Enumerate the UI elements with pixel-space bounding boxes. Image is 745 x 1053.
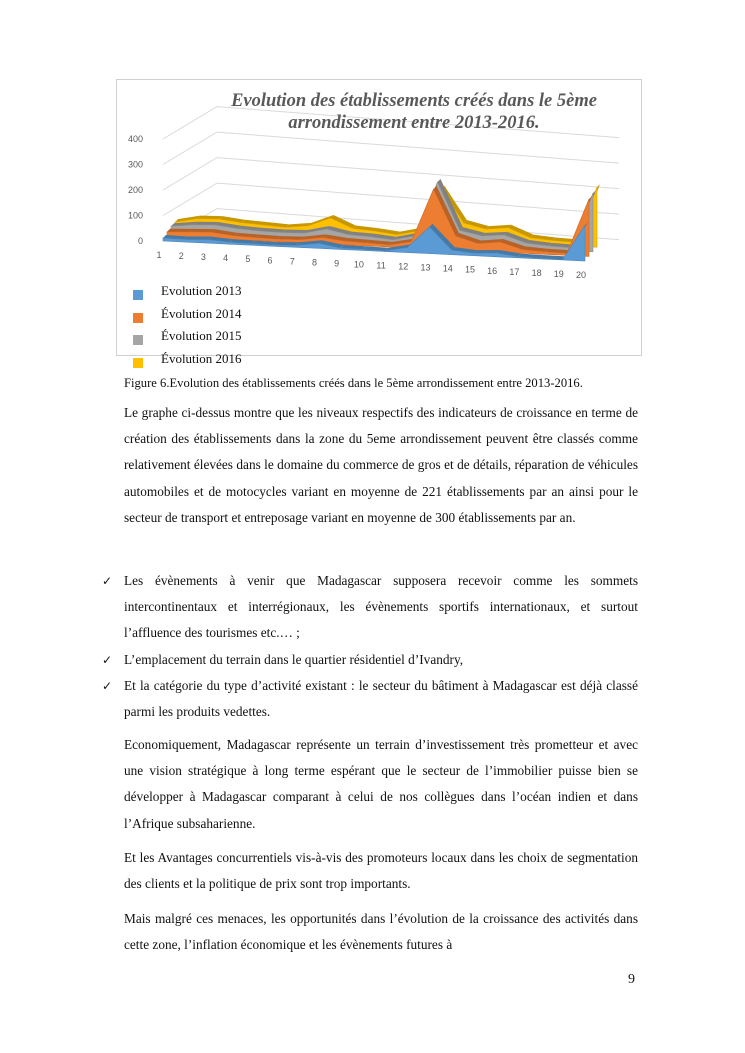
gridline <box>163 132 619 164</box>
y-tick-label: 400 <box>127 134 143 144</box>
x-tick-label: 7 <box>289 256 295 267</box>
bullet-item <box>102 647 638 673</box>
x-tick-label: 6 <box>267 255 273 266</box>
paragraph-4: Mais malgré ces menaces, les opportunités dans l’évolution de la croissance des activités dans cette zone, l’inflation économique et les évènements futures à <box>124 911 638 953</box>
x-tick-label: 2 <box>178 251 184 262</box>
paragraph-3: Et les Avantages concurrentiels vis-à-vis des promoteurs locaux dans les choix de segmentation des clients et la politique de prix sont trop importants. <box>124 850 638 892</box>
legend-swatch-icon <box>133 358 143 368</box>
checkmark-icon: ✓ <box>102 574 113 588</box>
gridline <box>163 183 619 215</box>
series-edge <box>167 229 192 232</box>
series-edge <box>185 237 210 240</box>
x-tick-label: 10 <box>353 259 364 270</box>
x-tick-label: 13 <box>420 262 431 273</box>
x-tick-label: 18 <box>531 267 542 278</box>
x-tick-label: 15 <box>464 264 475 275</box>
x-tick-label: 3 <box>200 252 206 263</box>
legend-label: Évolution 2014 <box>161 305 242 321</box>
y-tick-label: 200 <box>127 185 143 195</box>
legend-label: Évolution 2016 <box>161 350 242 366</box>
bullet-item <box>102 568 638 647</box>
paragraph-1: Le graphe ci-dessus montre que les niveaux respectifs des indicateurs de croissance en terme de création des établissements dans la zone du 5eme arrondissement peuvent être classés comme relativement élevées dans le domaine du commerce de gros et de détails, réparation de véhicules automobiles et de motocycles variant en moyenne de 221 établissements par an ainsi pour le secteur de transport et entreposage variant en moyenne de 300 établissements par an. <box>124 405 638 525</box>
bullet-text: L’emplacement du terrain dans le quartier résidentiel d’Ivandry, <box>124 651 464 667</box>
paragraph-2: Economiquement, Madagascar représente un terrain d’investissement très prometteur et avec une vision stratégique à long terme espérant que le secteur de l’immobilier puisse bien se développer à Madagascar comparant à celui de nos collègues dans l’océan indien et dans l’Afrique subsaharienne. <box>124 737 638 831</box>
y-tick-label: 0 <box>137 236 143 246</box>
checkmark-icon: ✓ <box>102 652 113 667</box>
bullet-text: Les évènements à venir que Madagascar supposera recevoir comme les sommets intercontinentaux et interrégionaux, les évènements sportifs internationaux, et surtout l’affluence des tourismes etc.… ; <box>124 573 638 641</box>
legend-swatch-icon <box>133 335 143 345</box>
x-tick-label: 1 <box>156 250 162 260</box>
chart-container <box>116 79 642 366</box>
x-tick-label: 14 <box>442 263 453 274</box>
page-number: 9 <box>628 972 635 987</box>
x-tick-label: 17 <box>509 266 520 277</box>
checkmark-icon: ✓ <box>102 678 113 693</box>
x-tick-label: 12 <box>398 261 409 272</box>
x-tick-label: 11 <box>376 260 386 271</box>
x-tick-label: 20 <box>575 270 587 280</box>
bullet-text: Et la catégorie du type d’activité existant : le secteur du bâtiment à Madagascar est déjà classé parmi les produits vedettes. <box>124 677 638 720</box>
x-tick-label: 8 <box>311 257 317 268</box>
x-tick-label: 4 <box>223 253 229 264</box>
legend-swatch-icon <box>133 313 143 323</box>
x-tick-label: 16 <box>487 265 498 276</box>
bullet-list <box>102 568 638 725</box>
y-tick-label: 100 <box>127 210 143 221</box>
gridline <box>163 158 619 190</box>
x-tick-label: 5 <box>245 254 251 265</box>
legend-label: Evolution 2013 <box>161 283 242 298</box>
legend-swatch-icon <box>133 290 143 300</box>
y-tick-label: 300 <box>127 159 143 170</box>
chart-title: Evolution des établissements créés dans le 5ème arrondissement entre 2013-2016. <box>231 91 597 133</box>
bullet-item <box>102 673 638 725</box>
x-tick-label: 9 <box>334 258 340 269</box>
figure-caption: Figure 6.Evolution des établissements créés dans le 5ème arrondissement entre 2013-2016. <box>124 376 583 390</box>
legend-label: Évolution 2015 <box>161 328 242 343</box>
x-tick-label: 19 <box>553 268 564 279</box>
